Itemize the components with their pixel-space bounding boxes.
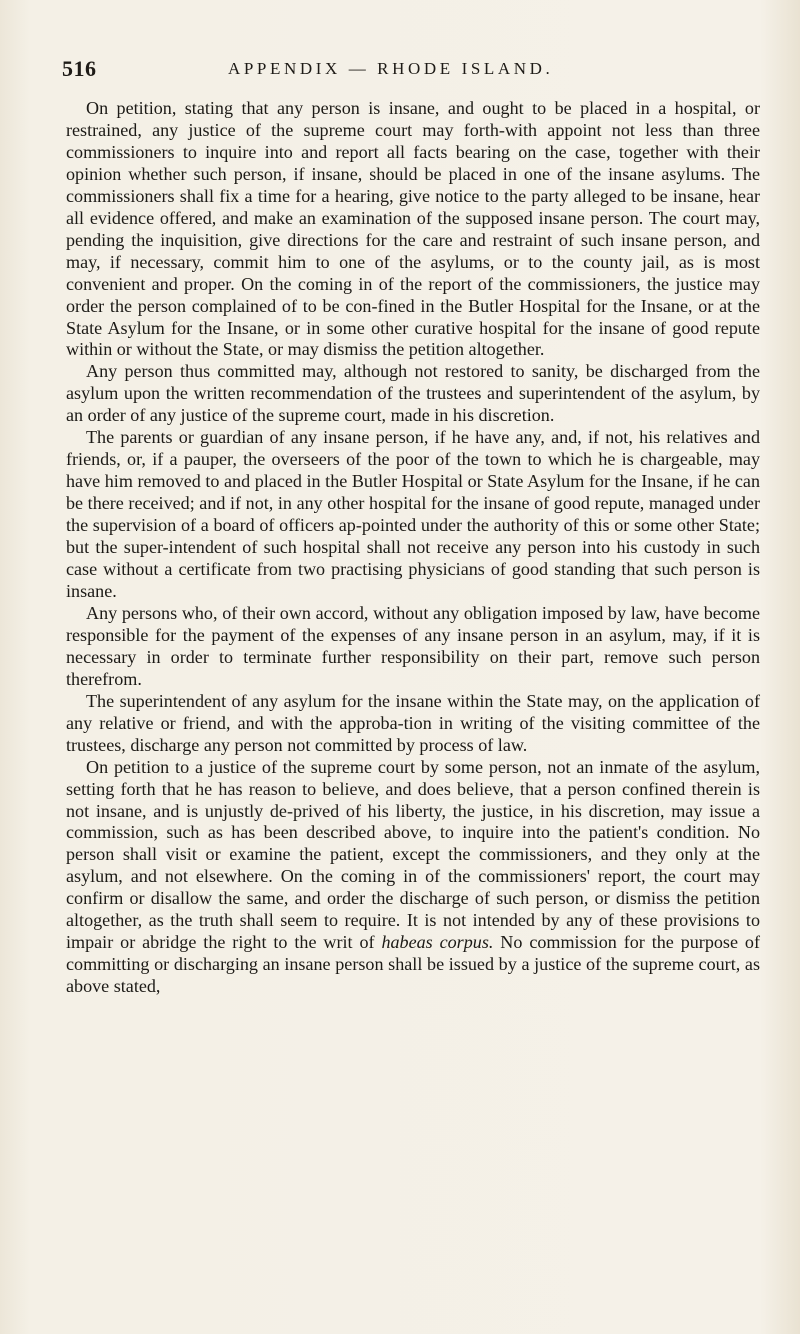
page-header — [62, 56, 760, 86]
paragraph-parents-guardian: The parents or guardian of any insane person, if he have any, and, if not, his relatives and friends, or, if a pauper, the overseers of the poor of the town to which he is chargeable, may have him removed to and placed in the Butler Hospital or State Asylum for the Insane, if he can be there received; and if not, in any other hospital for the insane of good repute, managed under the supervision of a board of officers ap-pointed under the authority of this or some other State; but the super-intendent of such hospital shall not receive any person into his custody in such case without a certificate from two practising physicians of good standing that such person is insane. — [66, 427, 760, 601]
text-segment: On petition to a justice of the supreme court by some person, not an inmate of the asylum, setting forth that he has reason to believe, and does believe, that a person confined therein is not insane, and is unjustly de-prived of his liberty, the justice, in his discretion, may issue a commission, such as has been described above, to inquire into the patient's condition. No person shall visit or examine the patient, except the commissioners, and they only at the asylum, and not elsewhere. On the coming in of the commissioners' report, the court may confirm or disallow the same, and order the discharge of such person, or dismiss the petition altogether, as the truth shall seem to require. It is not intended by any of these provisions to impair or abridge the right to the writ of — [66, 756, 760, 953]
paragraph-petition-commissioners: On petition, stating that any person is insane, and ought to be placed in a hospital, or restrained, any justice of the supreme court may forth-with appoint not less than three commissioners to inquire into and report all facts bearing on the case, together with their opinion whether such person, if insane, should be placed in one of the insane asylums. The commissioners shall fix a time for a hearing, give notice to the party alleged to be insane, hear all evidence offered, and make an examination of the supposed insane person. The court may, pending the inquisition, give directions for the care and restraint of such insane person, and may, if necessary, commit him to one of the asylums, or to the county jail, as is most convenient and proper. On the coming in of the report of the commissioners, the justice may order the person complained of to be con-fined in the Butler Hospital for the Insane, or at the State Asylum for the Insane, or in some other curative hospital for the insane of good repute within or without the State, or may dismiss the petition altogether. — [66, 98, 760, 360]
italic-term: habeas corpus. — [381, 932, 494, 953]
page-number: 516 — [62, 56, 97, 81]
text-segment: No commission for the purpose of committing or discharging an insane person shall be issued by a justice of the supreme court, as above stated, — [66, 932, 760, 997]
paragraph-discharge-recommendation: Any person thus committed may, although not restored to sanity, be discharged from the asylum upon the written recommendation of the trustees and superintendent of the asylum, by an order of any justice of the supreme court, made in his discretion. — [66, 361, 760, 426]
paragraph-habeas-corpus — [66, 757, 760, 998]
paragraph-superintendent-discharge: The superintendent of any asylum for the insane within the State may, on the application of any relative or friend, and with the approba-tion in writing of the visiting committee of the trustees, discharge any person not committed by process of law. — [66, 690, 760, 755]
running-head: APPENDIX — RHODE ISLAND. — [228, 59, 554, 78]
body-text — [66, 98, 760, 998]
paragraph-responsible-persons: Any persons who, of their own accord, without any obligation imposed by law, have become responsible for the payment of the expenses of any insane person in an asylum, may, if it is necessary in order to terminate further responsibility on their part, remove such person therefrom. — [66, 602, 760, 689]
